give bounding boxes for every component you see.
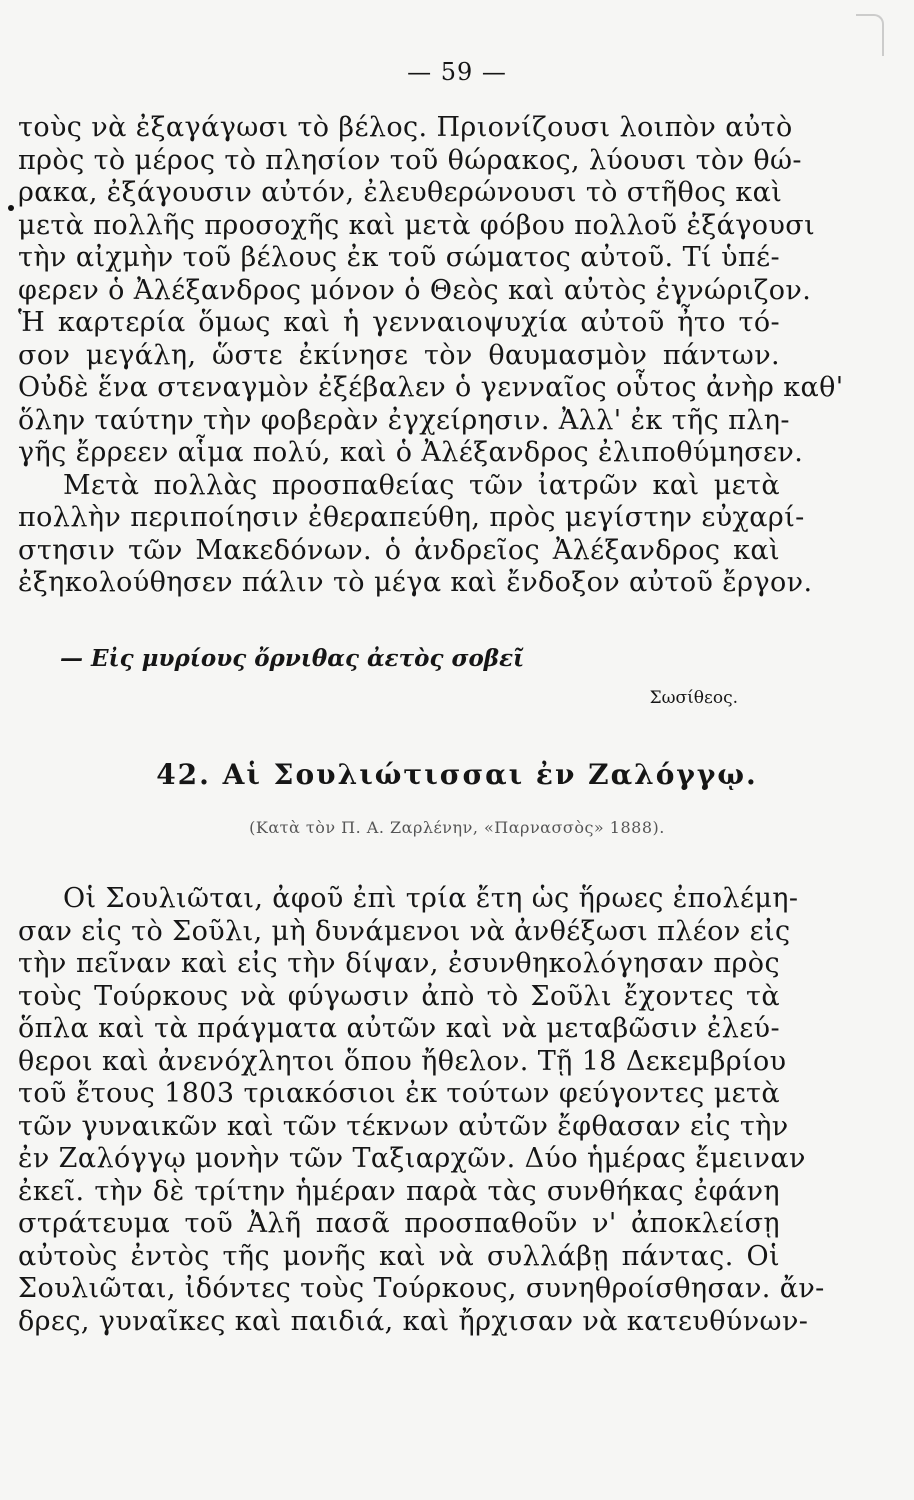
section-title: 42. Αἱ Σουλιώτισσαι ἐν Ζαλόγγῳ. — [156, 758, 758, 791]
text-line: σον μεγάλη, ὥστε ἐκίνησε τὸν θαυμασμὸν πάντων. — [18, 339, 780, 371]
text-line: Ἡ καρτερία ὅμως καὶ ἡ γενναιοψυχία αὐτοῦ ἦτο τό- — [18, 307, 780, 338]
paragraph-continued — [18, 112, 844, 600]
text-line: Οἱ Σουλιῶται, ἀφοῦ ἐπὶ τρία ἔτη ὡς ἥρωες ἐπολέμη- — [63, 883, 799, 914]
epigram-author: Σωσίθεος. — [649, 688, 738, 708]
text-line: ὅλην ταύτην τὴν φοβερὰν ἐγχείρησιν. Ἀλλ' ἐκ τῆς πλη- — [18, 404, 790, 436]
text-line: τοὺς Τούρκους νὰ φύγωσιν ἀπὸ τὸ Σοῦλι ἔχοντες τὰ — [18, 980, 780, 1012]
text-line: δρες, γυναῖκες καὶ παιδιά, καὶ ἤρχισαν νὰ κατευθύνων- — [18, 1305, 809, 1337]
section-body — [18, 883, 825, 1338]
section-source: (Κατὰ τὸν Π. Α. Ζαρλένην, «Παρνασσὸς» 1888). — [249, 818, 665, 837]
text-line: πολλὴν περιποίησιν ἐθεραπεύθη, πρὸς μεγίστην εὐχαρί- — [18, 502, 805, 533]
text-line: πρὸς τὸ μέρος τὸ πλησίον τοῦ θώρακος, λύουσι τὸν θώ- — [18, 144, 802, 176]
text-line: μετὰ πολλῆς προσοχῆς καὶ μετὰ φόβου πολλοῦ ἐξάγουσι — [18, 209, 816, 241]
text-line: τὴν πεῖναν καὶ εἰς τὴν δίψαν, ἐσυνθηκολόγησαν πρὸς — [18, 948, 780, 979]
epigram-quote: — Εἰς μυρίους ὄρνιθας ἀετὸς σοβεῖ — [60, 645, 525, 672]
text-line: τῶν γυναικῶν καὶ τῶν τέκνων αὐτῶν ἔφθασαν εἰς τὴν — [18, 1110, 789, 1142]
margin-dot — [8, 205, 14, 211]
text-line: φερεν ὁ Ἀλέξανδρος μόνον ὁ Θεὸς καὶ αὐτὸς ἐγνώριζον. — [18, 274, 812, 306]
text-line: ἐκεῖ. τὴν δὲ τρίτην ἡμέραν παρὰ τὰς συνθήκας ἐφάνη — [18, 1175, 780, 1207]
text-line: τοῦ ἔτους 1803 τριακόσιοι ἐκ τούτων φεύγοντες μετὰ — [18, 1078, 780, 1109]
text-line: ὅπλα καὶ τὰ πράγματα αὐτῶν καὶ νὰ μεταβῶσιν ἐλεύ- — [18, 1013, 780, 1044]
text-line: ἐν Ζαλόγγῳ μονὴν τῶν Ταξιαρχῶν. Δύο ἡμέρας ἔμειναν — [18, 1143, 806, 1174]
text-line: Σουλιῶται, ἰδόντες τοὺς Τούρκους, συνηθροίσθησαν. ἄν- — [18, 1273, 825, 1304]
text-line: τοὺς νὰ ἐξαγάγωσι τὸ βέλος. Πριονίζουσι λοιπὸν αὐτὸ — [18, 112, 793, 143]
text-line: στησιν τῶν Μακεδόνων. ὁ ἀνδρεῖος Ἀλέξανδρος καὶ — [18, 534, 780, 566]
text-line: σαν εἰς τὸ Σοῦλι, μὴ δυνάμενοι νὰ ἀνθέξωσι πλέον εἰς — [18, 915, 791, 947]
text-line: ἐξηκολούθησεν πάλιν τὸ μέγα καὶ ἔνδοξον αὐτοῦ ἔργον. — [18, 567, 813, 598]
text-line: αὐτοὺς ἐντὸς τῆς μονῆς καὶ νὰ συλλάβῃ πάντας. Οἱ — [18, 1240, 780, 1272]
text-line: ρακα, ἐξάγουσιν αὐτόν, ἐλευθερώνουσι τὸ στῆθος καὶ — [18, 177, 783, 208]
text-line: θεροι καὶ ἀνενόχλητοι ὅπου ἤθελον. Τῇ 18 Δεκεμβρίου — [18, 1045, 787, 1077]
text-line: στράτευμα τοῦ Ἀλῆ πασᾶ προσπαθοῦν ν' ἀποκλείσῃ — [18, 1208, 780, 1239]
text-line: τὴν αἰχμὴν τοῦ βέλους ἐκ τοῦ σώματος αὐτοῦ. Τί ὑπέ- — [18, 242, 780, 273]
corner-pencil-mark — [856, 14, 884, 56]
text-line: γῆς ἔρρεεν αἷμα πολύ, καὶ ὁ Ἀλέξανδρος ἐλιποθύμησεν. — [18, 437, 804, 468]
page-number: — 59 — — [407, 58, 507, 86]
text-line: Οὐδὲ ἕνα στεναγμὸν ἐξέβαλεν ὁ γενναῖος οὗτος ἀνὴρ καθ' — [18, 372, 844, 403]
text-line: Μετὰ πολλὰς προσπαθείας τῶν ἰατρῶν καὶ μετὰ — [63, 469, 780, 501]
